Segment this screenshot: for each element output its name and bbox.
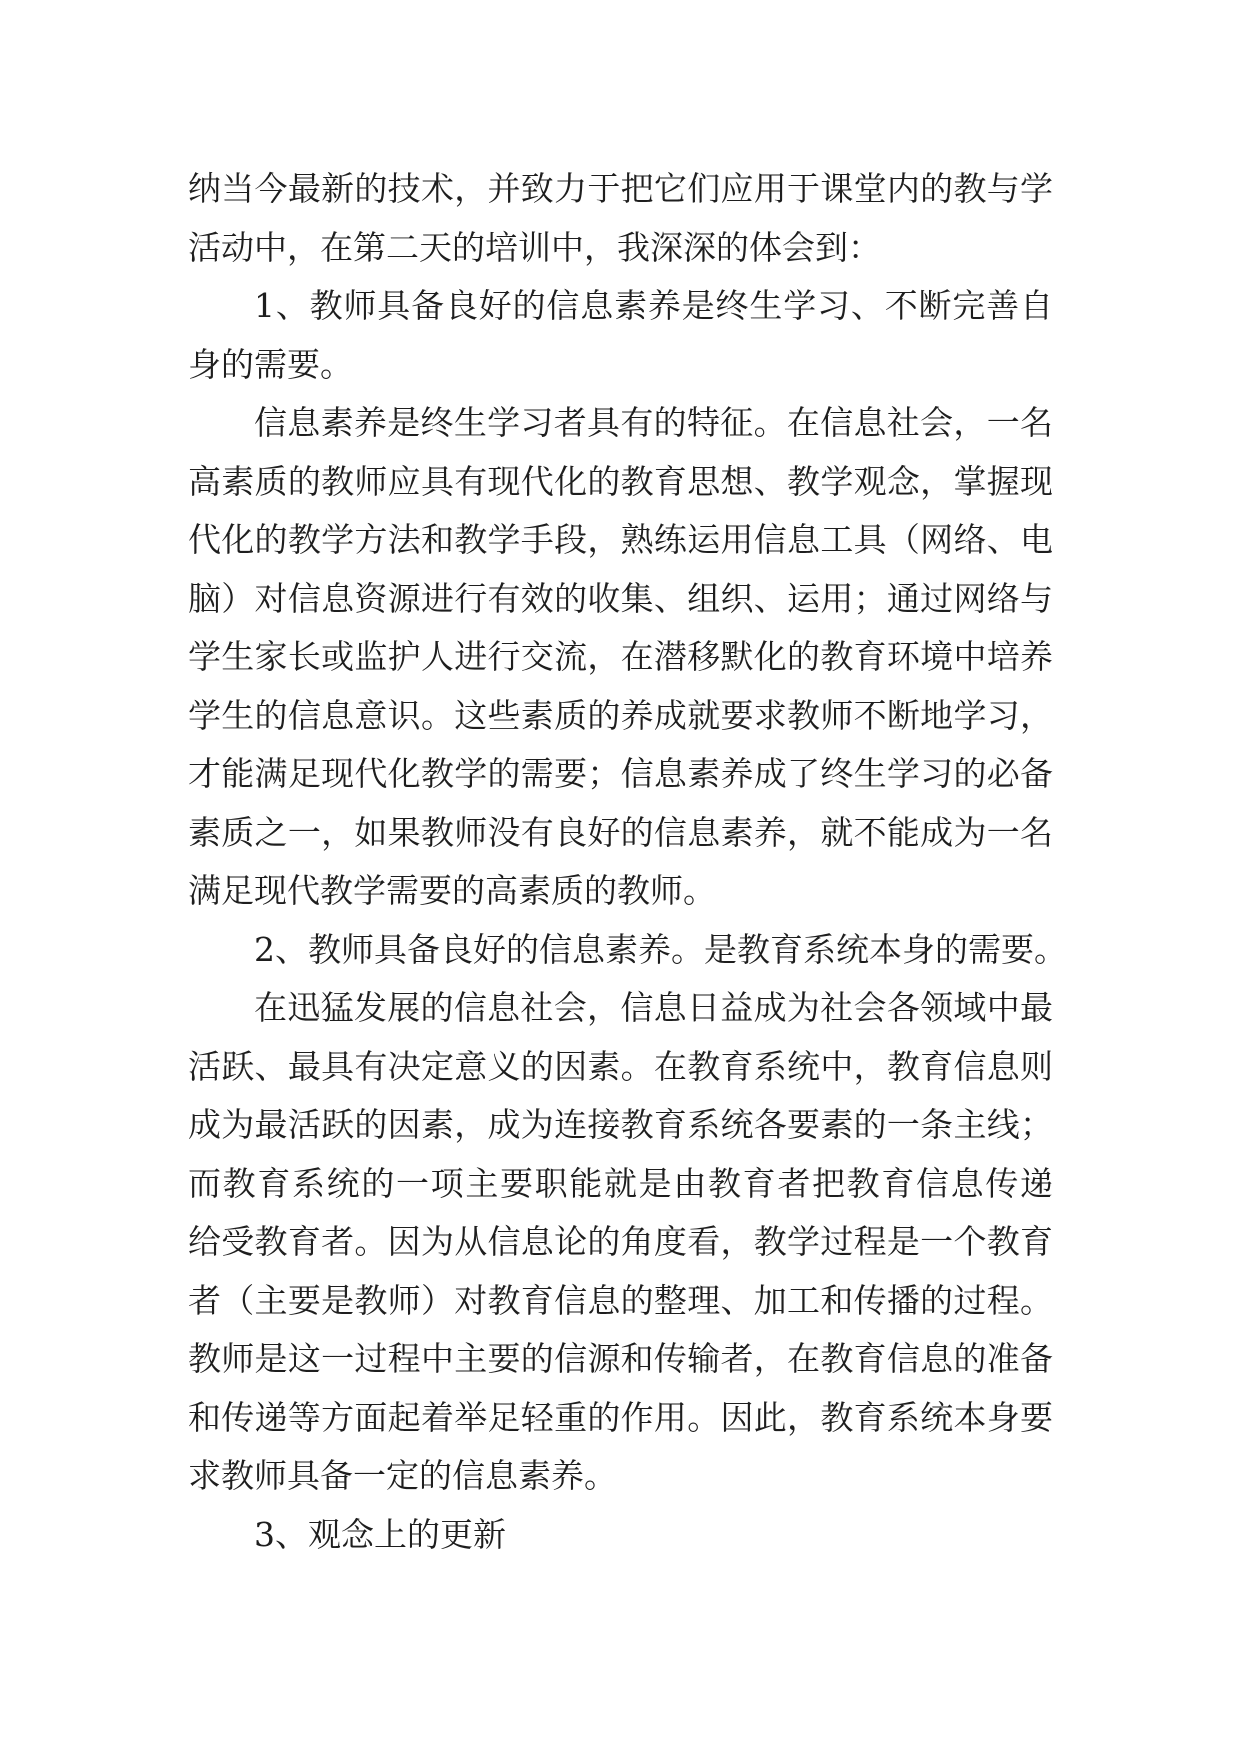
paragraph — [188, 1506, 1053, 1565]
text-line: 给受教育者。因为从信息论的角度看，教学过程是一个教育 — [188, 1222, 1053, 1261]
text-line: 学生家长或监护人进行交流，在潜移默化的教育环境中培养 — [188, 637, 1053, 676]
text-line: 教师是这一过程中主要的信源和传输者，在教育信息的准备 — [188, 1339, 1053, 1378]
text-line: 求教师具备一定的信息素养。 — [188, 1456, 617, 1495]
text-line: 纳当今最新的技术，并致力于把它们应用于课堂内的教与学 — [188, 169, 1053, 208]
text-line: 信息素养是终生学习者具有的特征。在信息社会，一名 — [254, 403, 1053, 442]
text-line: 满足现代教学需要的高素质的教师。 — [188, 871, 716, 910]
paragraph — [188, 160, 1053, 277]
text-line: 活跃、最具有决定意义的因素。在教育系统中，教育信息则 — [188, 1046, 1053, 1086]
text-body — [188, 160, 1067, 1564]
text-line: 在迅猛发展的信息社会，信息日益成为社会各领域中最 — [254, 988, 1053, 1027]
paragraph — [188, 921, 1067, 980]
text-line: 脑）对信息资源进行有效的收集、组织、运用；通过网络与 — [188, 578, 1053, 618]
text-line: 2、教师具备良好的信息素养。是教育系统本身的需要。 — [254, 929, 1067, 969]
text-line: 和传递等方面起着举足轻重的作用。因此，教育系统本身要 — [188, 1397, 1053, 1437]
text-line: 3、观念上的更新 — [254, 1514, 506, 1554]
text-line: 学生的信息意识。这些素质的养成就要求教师不断地学习， — [188, 695, 1053, 735]
text-line: 代化的教学方法和教学手段，熟练运用信息工具（网络、电 — [188, 520, 1053, 559]
text-line: 才能满足现代化教学的需要；信息素养成了终生学习的必备 — [188, 754, 1053, 793]
paragraph — [188, 979, 1053, 1506]
paragraph — [188, 394, 1053, 921]
text-line: 而教育系统的一项主要职能就是由教育者把教育信息传递 — [188, 1163, 1053, 1203]
text-line: 素质之一，如果教师没有良好的信息素养，就不能成为一名 — [188, 812, 1053, 852]
paragraph — [188, 277, 1053, 394]
text-line: 者（主要是教师）对教育信息的整理、加工和传播的过程。 — [188, 1280, 1053, 1320]
text-line: 高素质的教师应具有现代化的教育思想、教学观念，掌握现 — [188, 461, 1053, 501]
text-line: 1、教师具备良好的信息素养是终生学习、不断完善自 — [254, 286, 1053, 325]
text-line: 身的需要。 — [188, 344, 353, 384]
text-line: 成为最活跃的因素，成为连接教育系统各要素的一条主线； — [188, 1105, 1053, 1144]
text-line: 活动中，在第二天的培训中，我深深的体会到： — [188, 227, 881, 267]
